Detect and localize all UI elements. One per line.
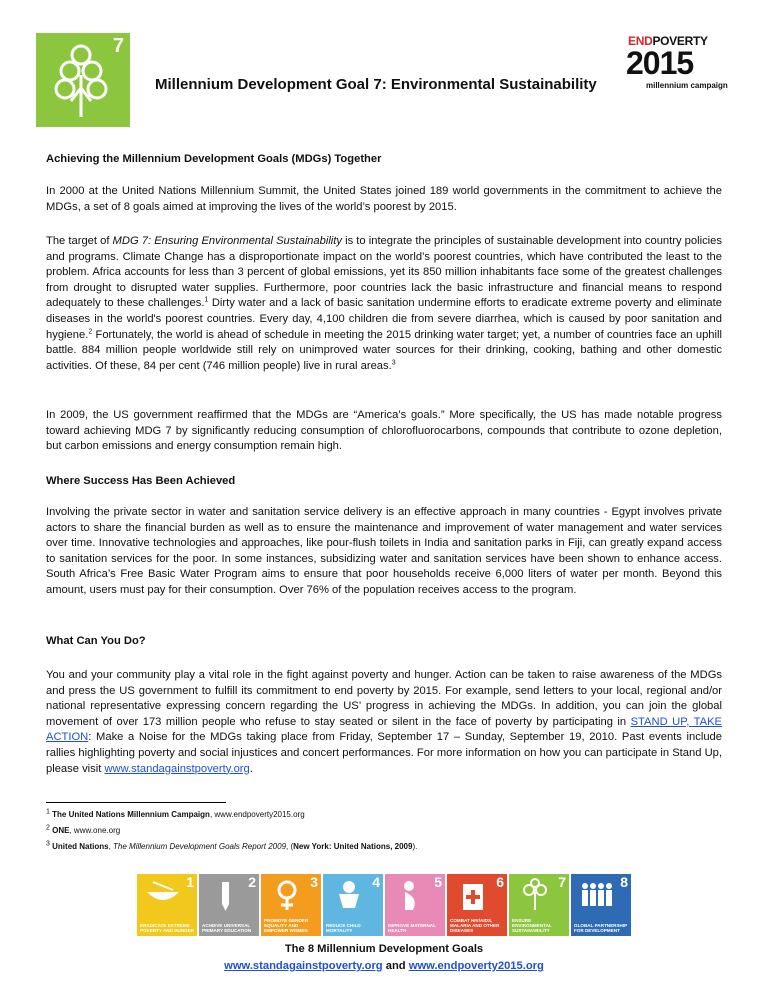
section-heading-mdgs: Achieving the Millennium Development Goals (MDGs) Together [46,153,382,165]
goal-tile-5: 5 IMPROVE MATERNAL HEALTH [385,874,445,936]
page-title: Millennium Development Goal 7: Environmental Sustainability [155,76,597,93]
paragraph-us-progress: In 2009, the US government reaffirmed that the MDGs are “America’s goals.” More specifically, the US has made notable progress toward achieving MDG 7 by significantly reducing consumption of chlorofluorocarbons, compounds that contribute to ozone depletion, but carbon emissions and energy consumption remain high. [46,409,722,453]
bowl-icon [143,878,183,912]
goal-tile-2: 2 ACHIEVE UNIVERSAL PRIMARY EDUCATION [199,874,259,936]
paragraph-what-can-you-do: You and your community play a vital role in the fight against poverty and hunger. Action can be taken to raise awareness of the MDGs and press the US government to fulfill its commitment to end poverty by 2015. For example, send letters to your local, regional and/or national representative expressing concern regarding the US’ progress in achieving the MDGs. In addition, you can join the global movement of over 173 million people who refuse to stay seated or silent in the face of poverty by participating in STAND UP, TAKE ACTION: Make a Noise for the MDGs taking place from Friday, September 17 – Sunday, September 19, 2010. Past events include rallies highlighting poverty and social injustices and concert performances. For more information on how you can participate in Stand Up, please visit www.standagainstpoverty.org. [46,669,722,775]
female-symbol-icon [267,878,307,912]
paragraph-success: Involving the private sector in water and sanitation service delivery is an effective approach in many countries - Egypt involves private actors to share the financial burden as well as to ensure the maintenance and improvement of water management and water services over time. Innovative technologies and approaches, like pour-flush toilets in India and sanitation parks in Fiji, can greatly expand access to sanitation services for the poor. In some instances, subsidizing water and sanitation services have been shown to enhance access. South Africa’s Free Basic Water Program aims to ensure that poor households receive 6,000 liters of water per month. Beyond this amount, users must pay for their consumption. Over 76% of the population receives access to the program. [46,506,722,596]
goal-tile-4: 4 REDUCE CHILD MORTALITY [323,874,383,936]
tree-icon [515,878,555,912]
endpoverty-subtitle: millennium campaign [646,81,728,90]
footer-standagainstpoverty-link[interactable]: www.standagainstpoverty.org [224,960,383,972]
footer-endpoverty2015-link[interactable]: www.endpoverty2015.org [408,960,544,972]
footnote-1: $^1$ The United Nations Millennium Campaign, www.endpoverty2015.org [46,808,305,819]
pencil-icon [205,878,245,912]
endpoverty-logo [620,34,738,96]
footnote-3: $^3$ United Nations, The Millennium Development Goals Report 2009, (New York: United Nations, 2009). [46,840,418,851]
section-heading-what-can-you-do: What Can You Do? [46,635,146,647]
footnote-divider [46,802,226,803]
goals-caption: The 8 Millennium Development Goals [284,943,484,955]
goal-tile-1: 1 ERADICATE EXTREME POVERTY AND HUNGER [137,874,197,936]
goal-tile-7: 7 ENSURE ENVIRONMENTAL SUSTAINABILITY [509,874,569,936]
goal-number: 7 [112,35,124,57]
footer-links: www.standagainstpoverty.org and www.endpoverty2015.org [224,960,544,972]
people-icon [577,878,617,912]
goal-tile-8: 8 GLOBAL PARTNERSHIP FOR DEVELOPMENT [571,874,631,936]
paragraph-intro: In 2000 at the United Nations Millennium Summit, the United States joined 189 world governments in the commitment to achieve the MDGs, a set of 8 goals aimed at improving the lives of the world’s poorest by 2015. [46,185,722,213]
goal-7-logo [36,33,130,127]
goal-tile-3: 3 PROMOTE GENDER EQUALITY AND EMPOWER WOMEN [261,874,321,936]
endpoverty-year: 2015 [626,45,694,81]
child-icon [329,878,369,912]
footnote-2: $^2$ ONE, www.one.org [46,824,121,835]
paragraph-mdg7-target: The target of MDG 7: Ensuring Environmental Sustainability is to integrate the principles of sustainable development into country policies and programs. Climate Change has a disproportionate impact on the world’s poorest countries, which have contributed the least to the problem. Africa accounts for less than 3 percent of global emissions, yet its 850 million inhabitants face some of the greatest challenges from drought to disrupted water supplies. Furthermore, poor countries lack the basic infrastructure and financial means to respond adequately to these challenges.$^1$ Dirty water and a lack of basic sanitation undermine efforts to eradicate extreme poverty and eliminate diseases in the world's poorest countries. Every day, 4,100 children die from severe diarrhea, which is caused by poor sanitation and hygiene.$^2$ Fortunately, the world is ahead of schedule in meeting the 2015 drinking water target; yet, a number of countries face an uphill battle. 884 million people worldwide still rely on unimproved water sources for their drinking, cooking, bathing and other domestic activities. Of these, 84 per cent (746 million people) live in rural areas.$^3$ [46,235,722,372]
stand-up-take-action-link[interactable]: STAND UP, TAKE ACTION [46,715,722,744]
endpoverty-brand: ENDPOVERTY [628,34,708,48]
mother-icon [391,878,431,912]
section-heading-success: Where Success Has Been Achieved [46,475,236,487]
goal-tile-6: 6 COMBAT HIV/AIDS, MALARIA AND OTHER DISEASES [447,874,507,936]
medicine-icon [453,878,493,912]
standagainstpoverty-link[interactable]: www.standagainstpoverty.org [104,762,250,775]
